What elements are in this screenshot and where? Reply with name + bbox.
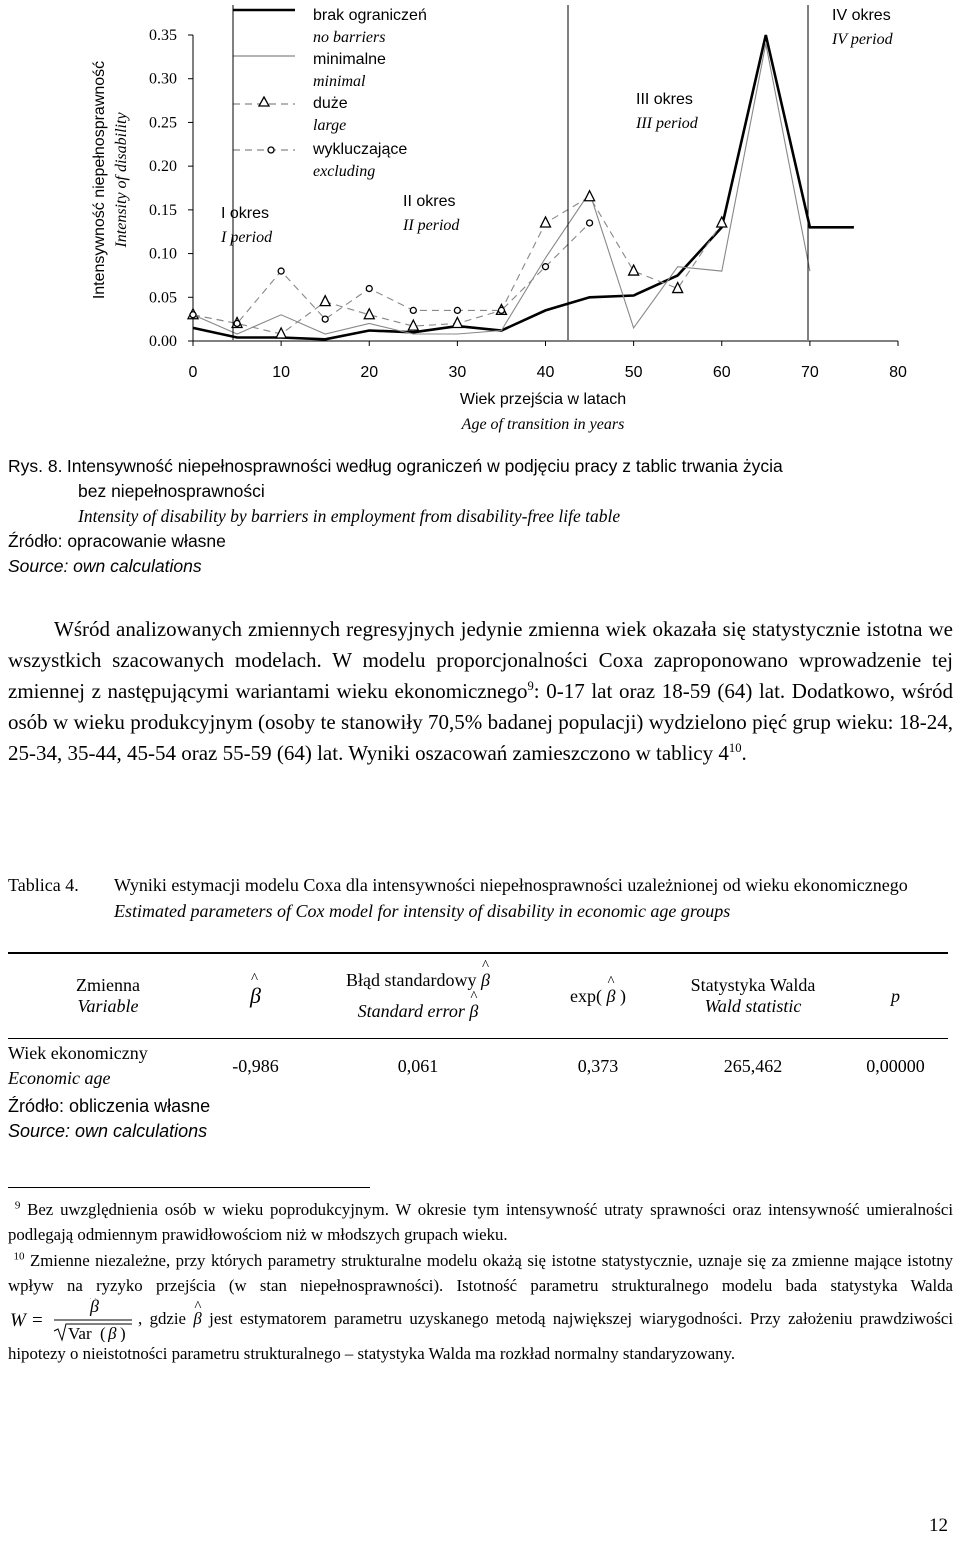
header-beta xyxy=(208,953,303,1039)
figure-caption xyxy=(8,454,953,579)
footnote-9-number: 9 xyxy=(14,1199,21,1212)
circle-marker xyxy=(190,312,196,318)
x-axis-title: Wiek przejścia w latach xyxy=(459,391,627,408)
y-tick-label: 0.30 xyxy=(149,70,177,88)
y-axis-title-en: Intensity of disability xyxy=(113,112,130,248)
legend-label-no-barriers: brak ograniczeń xyxy=(313,7,427,24)
legend-label-minimal-en: minimal xyxy=(313,73,366,90)
table-caption xyxy=(8,872,953,952)
cell-wald: 265,462 xyxy=(723,1055,783,1076)
circle-marker xyxy=(498,307,504,313)
triangle-marker xyxy=(364,309,374,319)
triangle-marker xyxy=(452,318,462,328)
y-axis-title-pl: Intensywność niepełnosprawność xyxy=(91,60,108,300)
series-layer xyxy=(188,35,854,339)
footnote-10-beta: ^ β xyxy=(193,1307,201,1332)
header-exp-open: exp( xyxy=(570,985,602,1006)
circle-marker xyxy=(234,321,240,327)
y-tick-label: 0.00 xyxy=(149,333,177,350)
period-4-label: IV okres xyxy=(832,7,891,24)
x-tick-label: 10 xyxy=(272,364,291,381)
x-tick-label: 50 xyxy=(624,364,643,381)
triangle-marker xyxy=(629,265,639,275)
triangle-marker xyxy=(541,217,551,227)
footnote-rule xyxy=(8,1187,370,1188)
footnote-10-text-b: , gdzie xyxy=(138,1308,186,1328)
footnote-10-text-a: Zmienne niezależne, przy których parametry strukturalne modelu okażą się istotne statystycznie, uznaje się za zmienne mające istotny wpływ na ryzyko przejścia (w stan niepełnosprawności). Istotność parametru strukturalnego modelu bada statystyka Walda xyxy=(8,1251,953,1295)
cell-variable xyxy=(8,1039,208,1094)
header-wald xyxy=(663,953,843,1039)
legend-marker-circle xyxy=(268,147,274,153)
header-standard-error xyxy=(303,953,533,1039)
legend-label-excluding-en: excluding xyxy=(313,163,376,180)
formula-denominator-beta: β xyxy=(108,1324,117,1342)
x-axis-title-en: Age of transition in years xyxy=(461,416,625,433)
series-line-1 xyxy=(193,44,810,334)
y-tick-label: 0.25 xyxy=(149,114,177,132)
header-wald-pl: Statystyka Walda xyxy=(690,975,816,995)
table-source-pl: Źródło: obliczenia własne xyxy=(8,1096,211,1116)
circle-marker xyxy=(454,307,460,313)
body-text xyxy=(8,614,953,769)
circle-marker xyxy=(366,286,372,292)
cell-p: 0,00000 xyxy=(866,1055,925,1076)
y-axis-title xyxy=(91,61,130,299)
y-tick-label: 0.10 xyxy=(149,245,177,263)
x-tick-label: 80 xyxy=(889,364,907,381)
period-2-label: II okres xyxy=(403,193,456,210)
results-table xyxy=(8,952,948,1093)
legend-label-large: duże xyxy=(313,95,348,112)
body-paragraph-part-1: Wśród analizowanych zmiennych regresyjnych jedynie zmienna wiek okazała się statystycznie istotna we wszystkich szacowanych modelach. W modelu proporcjonalności Coxa zaproponowano wprowadzenie tej zmiennej z następującymi wariantami wieku ekonomicznego xyxy=(8,617,953,703)
formula-var: Var xyxy=(68,1324,92,1342)
formula-equals: = xyxy=(32,1310,43,1331)
figure-source-en: Source: own calculations xyxy=(8,556,202,576)
circle-marker xyxy=(543,264,549,270)
footnote-9-text: Bez uwzględnienia osób w wieku poprodukcyjnym. W okresie tym intensywność utraty sprawności oraz intensywność umieralności podlegają odmiennym prawidłowościom niż w młodszych grupach wieku. xyxy=(8,1200,953,1244)
cell-variable-en: Economic age xyxy=(8,1068,111,1088)
header-p-label: p xyxy=(891,985,900,1006)
y-tick-label: 0.35 xyxy=(149,27,177,44)
figure-caption-pl-2: bez niepełnosprawności xyxy=(78,481,265,501)
footnote-9 xyxy=(8,1198,953,1247)
body-paragraph xyxy=(8,614,953,769)
header-beta-symbol: ^ β xyxy=(250,983,261,1009)
footnote-10-text-c: jest estymatorem parametru uzyskanego metodą największej wiarygodności. Przy założeniu prawdziwości hipotezy o nieistotności parametru strukturalnego – statystyka Walda ma rozkład normalny standaryzowany. xyxy=(8,1308,954,1363)
formula-W: W xyxy=(10,1310,26,1331)
footnote-ref-9[interactable]: 9 xyxy=(527,679,534,693)
circle-marker xyxy=(322,316,328,322)
footnotes xyxy=(8,1198,953,1367)
header-exp-beta xyxy=(533,953,663,1039)
legend-label-excluding: wykluczające xyxy=(313,141,408,158)
table-caption-pl: Wyniki estymacji modelu Coxa dla intensywności niepełnosprawności uzależnionej od wieku ekonomicznego xyxy=(114,875,908,895)
table-source-en: Source: own calculations xyxy=(8,1121,208,1141)
page-number: 12 xyxy=(929,1515,948,1536)
cell-se: 0,061 xyxy=(397,1055,439,1076)
y-tick-label: 0.20 xyxy=(149,158,177,176)
circle-marker xyxy=(587,220,593,226)
formula-paren-open: ( xyxy=(100,1324,106,1342)
triangle-marker xyxy=(717,217,727,227)
x-tick-label: 40 xyxy=(536,364,555,381)
figure-caption-en: Intensity of disability by barriers in employment from disability-free life table xyxy=(78,506,621,526)
triangle-marker xyxy=(585,191,595,201)
header-se-pl: Błąd standardowy xyxy=(346,970,477,990)
formula-paren-close: ) xyxy=(120,1324,126,1342)
header-exp-beta: ^ β xyxy=(607,986,616,1007)
x-tick-label: 0 xyxy=(188,364,198,381)
table-header-row xyxy=(8,953,948,1039)
cell-variable-pl: Wiek ekonomiczny xyxy=(8,1043,148,1063)
y-tick-label: 0.05 xyxy=(149,289,177,307)
body-paragraph-part-3: . xyxy=(741,741,747,765)
x-tick-label: 30 xyxy=(448,364,467,381)
legend xyxy=(233,7,427,180)
circle-marker xyxy=(410,307,416,313)
wald-formula-graphic xyxy=(8,1298,138,1342)
table-row xyxy=(8,1039,948,1094)
header-wald-en: Wald statistic xyxy=(704,996,802,1016)
table-caption-label: Tablica 4. xyxy=(8,875,79,895)
x-tick-label: 60 xyxy=(712,364,731,381)
table-source xyxy=(8,1094,210,1144)
period-2-label-en: II period xyxy=(403,217,460,234)
legend-label-no-barriers-en: no barriers xyxy=(313,29,386,46)
period-3-label: III okres xyxy=(636,91,693,108)
x-tick-label: 70 xyxy=(800,364,819,381)
legend-label-large-en: large xyxy=(313,117,347,134)
legend-label-minimal: minimalne xyxy=(313,51,386,68)
period-1-label-en: I period xyxy=(221,229,273,246)
footnote-10-number: 10 xyxy=(13,1250,25,1263)
circle-marker xyxy=(278,268,284,274)
header-variable-en: Variable xyxy=(77,996,139,1016)
wald-formula xyxy=(8,1298,138,1342)
period-1-label: I okres xyxy=(221,205,270,222)
footnote-ref-10[interactable]: 10 xyxy=(728,741,742,755)
header-se-beta: ^ β xyxy=(481,970,490,991)
footnote-10 xyxy=(8,1249,953,1367)
formula-numerator-beta: β xyxy=(90,1298,99,1316)
header-p xyxy=(843,953,948,1039)
figure-caption-label: Rys. 8. xyxy=(8,456,63,476)
x-tick-label: 20 xyxy=(360,364,379,381)
cell-beta: -0,986 xyxy=(232,1055,279,1076)
header-variable xyxy=(8,953,208,1039)
period-3-label-en: III period xyxy=(636,115,698,132)
body-paragraph-part-2: : 0-17 lat oraz 18-59 (64) lat. Dodatkowo, wśród osób w wieku produkcyjnym (osoby te stanowiły 70,5% badanej populacji) wydzielono pięć grup wieku: 18-24, 25-34, 35-44, 45-54 oraz 55-59 (64) lat. Wyniki oszacowań zamieszczono w tablicy 4 xyxy=(8,679,953,765)
table-caption-en: Estimated parameters of Cox model for intensity of disability in economic age groups xyxy=(114,901,731,921)
formula-numerator-hat xyxy=(90,1298,96,1304)
header-variable-pl: Zmienna xyxy=(76,975,140,995)
header-exp-close: ) xyxy=(619,985,626,1006)
legend-marker-triangle xyxy=(259,97,269,106)
y-axis xyxy=(149,27,193,350)
period-4-label-en: IV period xyxy=(832,31,893,48)
cell-exp: 0,373 xyxy=(577,1055,619,1076)
header-se-en: Standard error xyxy=(357,1001,465,1021)
triangle-marker xyxy=(320,296,330,306)
y-tick-label: 0.15 xyxy=(149,201,177,219)
header-se-beta-en: ^ β xyxy=(469,1001,478,1022)
x-axis xyxy=(189,341,907,381)
intensity-chart xyxy=(0,0,960,440)
figure-caption-pl-1: Intensywność niepełnosprawności według ograniczeń w podjęciu pracy z tablic trwania życia xyxy=(66,456,783,476)
figure-source-pl: Źródło: opracowanie własne xyxy=(8,531,226,551)
